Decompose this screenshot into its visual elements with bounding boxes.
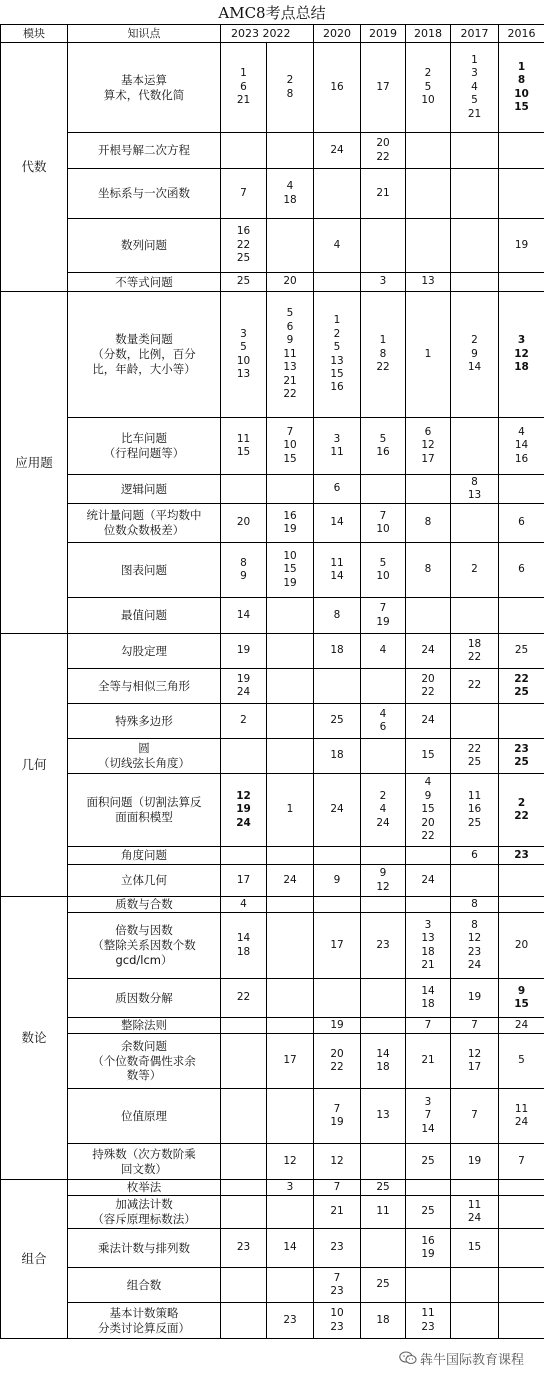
- topic-cell: 全等与相似三角形: [68, 669, 221, 704]
- table-row: [1, 43, 544, 133]
- table-row: [1, 1089, 544, 1144]
- table-row: [1, 133, 544, 169]
- topic-cell: 整除法则: [68, 1018, 221, 1034]
- year-cell-2017: [451, 133, 499, 169]
- year-cell-2016: 11 24: [499, 1089, 544, 1144]
- year-cell-2022: 10 15 19: [267, 543, 314, 598]
- year-cell-2018: 4 9 15 20 22: [406, 774, 451, 847]
- year-cell-2019: 9 12: [361, 865, 406, 897]
- year-cell-2018: 2 5 10: [406, 43, 451, 133]
- year-cell-2023: [221, 1018, 267, 1034]
- year-cell-2018: [406, 475, 451, 504]
- watermark-text: 犇牛国际教育课程: [420, 1352, 525, 1368]
- table-row: [1, 273, 544, 292]
- table-row: [1, 774, 544, 847]
- year-cell-2016: [499, 133, 544, 169]
- year-cell-2016: 9 15: [499, 979, 544, 1018]
- module-application: 应用题: [1, 292, 68, 634]
- year-cell-2020: 24: [314, 774, 361, 847]
- topic-cell: 乘法计数与排列数: [68, 1229, 221, 1268]
- year-cell-2023: 11 15: [221, 418, 267, 475]
- topic-cell: 组合数: [68, 1268, 221, 1303]
- year-cell-2022: 1: [267, 774, 314, 847]
- table-row: [1, 169, 544, 219]
- year-cell-2017: [451, 1303, 499, 1339]
- year-cell-2022: 20: [267, 273, 314, 292]
- year-cell-2023: [221, 1196, 267, 1229]
- year-cell-2018: [406, 1268, 451, 1303]
- year-cell-2018: [406, 897, 451, 913]
- year-cell-2022: 14: [267, 1229, 314, 1268]
- year-cell-2022: [267, 979, 314, 1018]
- year-cell-2020: 24: [314, 133, 361, 169]
- year-cell-2019: 3: [361, 273, 406, 292]
- year-cell-2018: 24: [406, 634, 451, 669]
- year-cell-2019: 1 8 22: [361, 292, 406, 418]
- wechat-icon: [399, 1351, 417, 1365]
- year-cell-2018: [406, 133, 451, 169]
- year-cell-2023: [221, 1144, 267, 1180]
- year-cell-2018: 8: [406, 543, 451, 598]
- year-cell-2022: [267, 475, 314, 504]
- year-cell-2018: [406, 598, 451, 634]
- year-cell-2019: 20 22: [361, 133, 406, 169]
- year-cell-2023: 23: [221, 1229, 267, 1268]
- topic-cell: 不等式问题: [68, 273, 221, 292]
- topic-cell: 特殊多边形: [68, 704, 221, 739]
- topic-cell: 图表问题: [68, 543, 221, 598]
- year-cell-2020: 11 14: [314, 543, 361, 598]
- topic-cell: 基本计数策略 分类讨论算反面）: [68, 1303, 221, 1339]
- year-cell-2020: 6: [314, 475, 361, 504]
- year-cell-2022: [267, 634, 314, 669]
- year-cell-2017: 1 3 4 5 21: [451, 43, 499, 133]
- year-cell-2020: 12: [314, 1144, 361, 1180]
- year-cell-2017: 15: [451, 1229, 499, 1268]
- year-cell-2020: 21: [314, 1196, 361, 1229]
- year-cell-2019: 5 10: [361, 543, 406, 598]
- year-cell-2019: [361, 475, 406, 504]
- year-cell-2019: 21: [361, 169, 406, 219]
- year-cell-2020: [314, 979, 361, 1018]
- year-cell-2023: 8 9: [221, 543, 267, 598]
- year-cell-2022: 16 19: [267, 504, 314, 543]
- year-cell-2018: 14 18: [406, 979, 451, 1018]
- year-cell-2022: [267, 1268, 314, 1303]
- year-cell-2023: 4: [221, 897, 267, 913]
- year-cell-2022: [267, 219, 314, 273]
- year-cell-2022: [267, 847, 314, 865]
- year-cell-2019: 5 16: [361, 418, 406, 475]
- module-combinatorics: 组合: [1, 1180, 68, 1339]
- topic-cell: 倍数与因数 （整除关系因数个数 gcd/lcm）: [68, 913, 221, 979]
- year-cell-2017: 2 9 14: [451, 292, 499, 418]
- year-cell-2017: 22: [451, 669, 499, 704]
- topic-cell: 余数问题 （个位数奇偶性求余 数等）: [68, 1034, 221, 1089]
- topic-cell: 圆 （切线弦长角度）: [68, 739, 221, 774]
- topic-cell: 逻辑问题: [68, 475, 221, 504]
- year-cell-2022: [267, 1196, 314, 1229]
- year-cell-2022: 4 18: [267, 169, 314, 219]
- year-cell-2017: 6: [451, 847, 499, 865]
- year-cell-2017: 8: [451, 897, 499, 913]
- year-cell-2020: 16: [314, 43, 361, 133]
- year-cell-2019: 11: [361, 1196, 406, 1229]
- year-cell-2016: 2 22: [499, 774, 544, 847]
- year-cell-2020: 7 23: [314, 1268, 361, 1303]
- year-cell-2017: 2: [451, 543, 499, 598]
- year-cell-2022: [267, 704, 314, 739]
- topic-cell: 立体几何: [68, 865, 221, 897]
- table-row: [1, 475, 544, 504]
- page-title: AMC8考点总结: [218, 4, 326, 22]
- year-cell-2019: 14 18: [361, 1034, 406, 1089]
- year-cell-2023: 25: [221, 273, 267, 292]
- year-cell-2023: 22: [221, 979, 267, 1018]
- year-cell-2018: 20 22: [406, 669, 451, 704]
- table-row: [1, 913, 544, 979]
- year-cell-2016: 3 12 18: [499, 292, 544, 418]
- year-cell-2023: 14 18: [221, 913, 267, 979]
- header-2017: 2017: [451, 25, 499, 43]
- year-cell-2020: [314, 169, 361, 219]
- year-cell-2017: [451, 1268, 499, 1303]
- year-cell-2018: [406, 847, 451, 865]
- year-cell-2020: 14: [314, 504, 361, 543]
- year-cell-2020: 1 2 5 13 15 16: [314, 292, 361, 418]
- year-cell-2022: 7 10 15: [267, 418, 314, 475]
- year-cell-2017: 19: [451, 1144, 499, 1180]
- year-cell-2019: 13: [361, 1089, 406, 1144]
- year-cell-2017: 12 17: [451, 1034, 499, 1089]
- topic-cell: 数量类问题 （分数，比例，百分 比，年龄，大小等）: [68, 292, 221, 418]
- year-cell-2016: 22 25: [499, 669, 544, 704]
- topic-cell: 位值原理: [68, 1089, 221, 1144]
- year-cell-2023: 7: [221, 169, 267, 219]
- year-cell-2016: [499, 865, 544, 897]
- year-cell-2023: 1 6 21: [221, 43, 267, 133]
- year-cell-2018: 13: [406, 273, 451, 292]
- year-cell-2023: 19 24: [221, 669, 267, 704]
- header-2019: 2019: [361, 25, 406, 43]
- year-cell-2020: [314, 273, 361, 292]
- year-cell-2017: [451, 1180, 499, 1196]
- year-cell-2020: 18: [314, 739, 361, 774]
- header-topic: 知识点: [68, 25, 221, 43]
- year-cell-2017: 11 16 25: [451, 774, 499, 847]
- year-cell-2017: 7: [451, 1089, 499, 1144]
- table-row: [1, 1144, 544, 1180]
- year-cell-2022: 3: [267, 1180, 314, 1196]
- year-cell-2016: [499, 273, 544, 292]
- year-cell-2016: [499, 1180, 544, 1196]
- year-cell-2017: 11 24: [451, 1196, 499, 1229]
- year-cell-2016: [499, 704, 544, 739]
- table-row: [1, 847, 544, 865]
- year-cell-2019: 4: [361, 634, 406, 669]
- year-cell-2020: 17: [314, 913, 361, 979]
- year-cell-2018: [406, 219, 451, 273]
- year-cell-2016: [499, 1196, 544, 1229]
- year-cell-2020: 8: [314, 598, 361, 634]
- year-cell-2020: 20 22: [314, 1034, 361, 1089]
- topic-cell: 开根号解二次方程: [68, 133, 221, 169]
- year-cell-2018: 7: [406, 1018, 451, 1034]
- year-cell-2017: 7: [451, 1018, 499, 1034]
- year-cell-2018: 24: [406, 704, 451, 739]
- year-cell-2020: 23: [314, 1229, 361, 1268]
- year-cell-2016: 6: [499, 543, 544, 598]
- year-cell-2022: [267, 133, 314, 169]
- table-row: [1, 292, 544, 418]
- year-cell-2018: 1: [406, 292, 451, 418]
- year-cell-2018: [406, 169, 451, 219]
- year-cell-2019: 25: [361, 1268, 406, 1303]
- topic-cell: 质因数分解: [68, 979, 221, 1018]
- year-cell-2022: [267, 669, 314, 704]
- watermark: [396, 1346, 527, 1370]
- year-cell-2023: [221, 1034, 267, 1089]
- table-row: [1, 1303, 544, 1339]
- topic-cell: 角度问题: [68, 847, 221, 865]
- year-cell-2022: 2 8: [267, 43, 314, 133]
- year-cell-2017: 8 13: [451, 475, 499, 504]
- header-row: [1, 25, 544, 43]
- year-cell-2016: 5: [499, 1034, 544, 1089]
- year-cell-2023: [221, 739, 267, 774]
- table-row: [1, 669, 544, 704]
- year-cell-2019: [361, 1229, 406, 1268]
- topic-cell: 基本运算 算术，代数化简: [68, 43, 221, 133]
- year-cell-2019: [361, 739, 406, 774]
- topic-cell: 勾股定理: [68, 634, 221, 669]
- year-cell-2017: [451, 704, 499, 739]
- year-cell-2019: 2 4 24: [361, 774, 406, 847]
- table-row: [1, 897, 544, 913]
- topic-cell: 数列问题: [68, 219, 221, 273]
- year-cell-2020: 18: [314, 634, 361, 669]
- year-cell-2019: 7 19: [361, 598, 406, 634]
- year-cell-2016: 20: [499, 913, 544, 979]
- year-cell-2023: 20: [221, 504, 267, 543]
- module-number-theory: 数论: [1, 897, 68, 1180]
- year-cell-2017: 19: [451, 979, 499, 1018]
- year-cell-2023: 19: [221, 634, 267, 669]
- year-cell-2019: [361, 669, 406, 704]
- year-cell-2017: [451, 219, 499, 273]
- year-cell-2019: [361, 1018, 406, 1034]
- year-cell-2020: [314, 897, 361, 913]
- module-algebra: 代数: [1, 43, 68, 292]
- year-cell-2022: 24: [267, 865, 314, 897]
- year-cell-2023: 3 5 10 13: [221, 292, 267, 418]
- year-cell-2020: 9: [314, 865, 361, 897]
- topic-cell: 坐标系与一次函数: [68, 169, 221, 219]
- topic-cell: 面积问题（切割法算反 面面积模型: [68, 774, 221, 847]
- topic-cell: 质数与合数: [68, 897, 221, 913]
- header-2023-2022: 2023 2022: [221, 25, 314, 43]
- year-cell-2022: [267, 739, 314, 774]
- year-cell-2020: 7: [314, 1180, 361, 1196]
- year-cell-2019: 18: [361, 1303, 406, 1339]
- topic-cell: 比车问题 （行程问题等）: [68, 418, 221, 475]
- table-row: [1, 634, 544, 669]
- table-row: [1, 1034, 544, 1089]
- year-cell-2022: 12: [267, 1144, 314, 1180]
- year-cell-2016: 6: [499, 504, 544, 543]
- year-cell-2020: 10 23: [314, 1303, 361, 1339]
- year-cell-2020: 7 19: [314, 1089, 361, 1144]
- year-cell-2022: [267, 897, 314, 913]
- year-cell-2017: 22 25: [451, 739, 499, 774]
- year-cell-2018: 25: [406, 1144, 451, 1180]
- year-cell-2022: [267, 1089, 314, 1144]
- year-cell-2016: [499, 1303, 544, 1339]
- year-cell-2016: 1 8 10 15: [499, 43, 544, 133]
- year-cell-2017: [451, 504, 499, 543]
- year-cell-2019: [361, 847, 406, 865]
- year-cell-2022: 23: [267, 1303, 314, 1339]
- table-row: [1, 418, 544, 475]
- year-cell-2016: [499, 1268, 544, 1303]
- year-cell-2022: 5 6 9 11 13 21 22: [267, 292, 314, 418]
- year-cell-2019: 4 6: [361, 704, 406, 739]
- table-row: [1, 1268, 544, 1303]
- year-cell-2023: 17: [221, 865, 267, 897]
- table-row: [1, 979, 544, 1018]
- topic-cell: 加减法计数 （容斥原理标数法）: [68, 1196, 221, 1229]
- year-cell-2023: [221, 1268, 267, 1303]
- year-cell-2016: 23: [499, 847, 544, 865]
- header-2016: 2016: [499, 25, 544, 43]
- year-cell-2018: 6 12 17: [406, 418, 451, 475]
- year-cell-2016: 24: [499, 1018, 544, 1034]
- year-cell-2017: [451, 273, 499, 292]
- year-cell-2016: 23 25: [499, 739, 544, 774]
- year-cell-2023: [221, 133, 267, 169]
- year-cell-2018: 15: [406, 739, 451, 774]
- year-cell-2019: 7 10: [361, 504, 406, 543]
- year-cell-2018: [406, 1180, 451, 1196]
- year-cell-2020: 19: [314, 1018, 361, 1034]
- year-cell-2019: [361, 897, 406, 913]
- year-cell-2022: [267, 1018, 314, 1034]
- year-cell-2016: [499, 897, 544, 913]
- table-row: [1, 1180, 544, 1196]
- year-cell-2020: [314, 669, 361, 704]
- year-cell-2023: [221, 1180, 267, 1196]
- year-cell-2018: 16 19: [406, 1229, 451, 1268]
- year-cell-2020: [314, 847, 361, 865]
- year-cell-2017: [451, 418, 499, 475]
- year-cell-2016: 7: [499, 1144, 544, 1180]
- table-row: [1, 543, 544, 598]
- year-cell-2023: 12 19 24: [221, 774, 267, 847]
- table-row: [1, 1229, 544, 1268]
- year-cell-2023: [221, 1303, 267, 1339]
- year-cell-2020: 4: [314, 219, 361, 273]
- year-cell-2019: 17: [361, 43, 406, 133]
- year-cell-2018: 11 23: [406, 1303, 451, 1339]
- year-cell-2020: 3 11: [314, 418, 361, 475]
- year-cell-2017: [451, 169, 499, 219]
- year-cell-2018: 3 7 14: [406, 1089, 451, 1144]
- year-cell-2016: [499, 475, 544, 504]
- year-cell-2019: 23: [361, 913, 406, 979]
- year-cell-2018: 25: [406, 1196, 451, 1229]
- topic-cell: 最值问题: [68, 598, 221, 634]
- topic-cell: 持殊数（次方数阶乘 回文数）: [68, 1144, 221, 1180]
- module-geometry: 几何: [1, 634, 68, 897]
- year-cell-2017: [451, 865, 499, 897]
- year-cell-2016: [499, 598, 544, 634]
- table-row: [1, 598, 544, 634]
- year-cell-2016: 25: [499, 634, 544, 669]
- year-cell-2018: 24: [406, 865, 451, 897]
- table-row: [1, 219, 544, 273]
- header-module: 模块: [1, 25, 68, 43]
- year-cell-2019: [361, 1144, 406, 1180]
- year-cell-2016: 4 14 16: [499, 418, 544, 475]
- year-cell-2016: [499, 169, 544, 219]
- year-cell-2019: [361, 979, 406, 1018]
- year-cell-2018: 3 13 18 21: [406, 913, 451, 979]
- header-2020: 2020: [314, 25, 361, 43]
- table-row: [1, 865, 544, 897]
- table-row: [1, 504, 544, 543]
- year-cell-2018: 21: [406, 1034, 451, 1089]
- year-cell-2016: [499, 1229, 544, 1268]
- table-row: [1, 1018, 544, 1034]
- year-cell-2017: 18 22: [451, 634, 499, 669]
- year-cell-2016: 19: [499, 219, 544, 273]
- year-cell-2023: [221, 1089, 267, 1144]
- year-cell-2023: [221, 475, 267, 504]
- table-row: [1, 739, 544, 774]
- year-cell-2022: [267, 598, 314, 634]
- amc8-topic-table: [0, 24, 544, 1339]
- topic-cell: 统计量问题（平均数中 位数众数极差）: [68, 504, 221, 543]
- year-cell-2020: 25: [314, 704, 361, 739]
- header-2018: 2018: [406, 25, 451, 43]
- year-cell-2017: [451, 598, 499, 634]
- year-cell-2019: 25: [361, 1180, 406, 1196]
- table-row: [1, 704, 544, 739]
- topic-cell: 枚举法: [68, 1180, 221, 1196]
- year-cell-2017: 8 12 23 24: [451, 913, 499, 979]
- year-cell-2023: 16 22 25: [221, 219, 267, 273]
- year-cell-2022: [267, 913, 314, 979]
- year-cell-2022: 17: [267, 1034, 314, 1089]
- year-cell-2023: 14: [221, 598, 267, 634]
- year-cell-2019: [361, 219, 406, 273]
- table-row: [1, 1196, 544, 1229]
- year-cell-2023: [221, 847, 267, 865]
- year-cell-2023: 2: [221, 704, 267, 739]
- year-cell-2018: 8: [406, 504, 451, 543]
